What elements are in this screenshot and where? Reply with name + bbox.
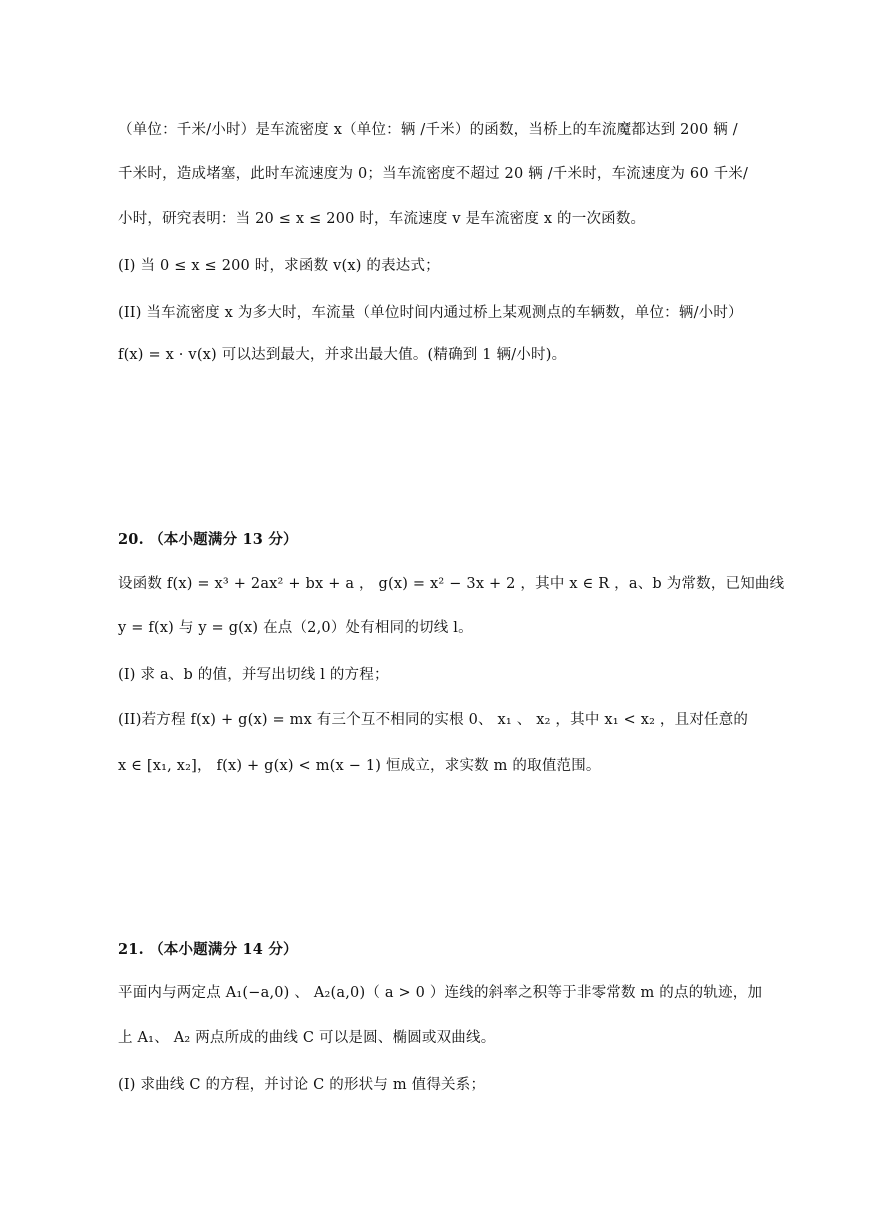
q20-part-2-line-2: x ∈ [x₁, x₂]， f(x) + g(x) < m(x − 1) 恒成立，求实数 m 的取值范围。 bbox=[118, 758, 601, 774]
q19-line-3: 小时，研究表明：当 20 ≤ x ≤ 200 时，车流速度 v 是车流密度 x 的一次函数。 bbox=[118, 211, 646, 227]
q21-heading: 21. （本小题满分 14 分） bbox=[118, 941, 298, 958]
q20-part-2-line-1: (II)若方程 f(x) + g(x) = mx 有三个互不相同的实根 0、 x₁ 、 x₂ ，其中 x₁ < x₂ ，且对任意的 bbox=[118, 712, 749, 728]
q21-line-2: 上 A₁、 A₂ 两点所成的曲线 C 可以是圆、椭圆或双曲线。 bbox=[118, 1030, 496, 1046]
q19-part-1: (I) 当 0 ≤ x ≤ 200 时，求函数 v(x) 的表达式； bbox=[118, 258, 440, 274]
q20-line-2: y = f(x) 与 y = g(x) 在点（2,0）处有相同的切线 l。 bbox=[118, 620, 473, 636]
q20-line-1: 设函数 f(x) = x³ + 2ax² + bx + a ， g(x) = x² − 3x + 2 ，其中 x ∈ R ，a、b 为常数，已知曲线 bbox=[118, 576, 785, 592]
q19-part-2-line-1: (II) 当车流密度 x 为多大时，车流量（单位时间内通过桥上某观测点的车辆数，单位：辆/小时） bbox=[118, 305, 743, 321]
q19-line-2: 千米时，造成堵塞，此时车流速度为 0；当车流密度不超过 20 辆 /千米时，车流速度为 60 千米/ bbox=[118, 166, 749, 182]
q21-part-1: (I) 求曲线 C 的方程，并讨论 C 的形状与 m 值得关系； bbox=[118, 1077, 486, 1093]
q21-line-1: 平面内与两定点 A₁(−a,0) 、 A₂(a,0)（ a > 0 ）连线的斜率之积等于非零常数 m 的点的轨迹，加 bbox=[118, 985, 763, 1001]
q20-heading: 20. （本小题满分 13 分） bbox=[118, 531, 298, 548]
q20-part-1: (I) 求 a、b 的值，并写出切线 l 的方程； bbox=[118, 667, 389, 683]
q19-line-1: （单位：千米/小时）是车流密度 x（单位：辆 /千米）的函数，当桥上的车流魔都达到 200 辆 / bbox=[118, 122, 738, 138]
q19-part-2-line-2: f(x) = x · v(x) 可以达到最大，并求出最大值。(精确到 1 辆/小时)。 bbox=[118, 347, 567, 363]
